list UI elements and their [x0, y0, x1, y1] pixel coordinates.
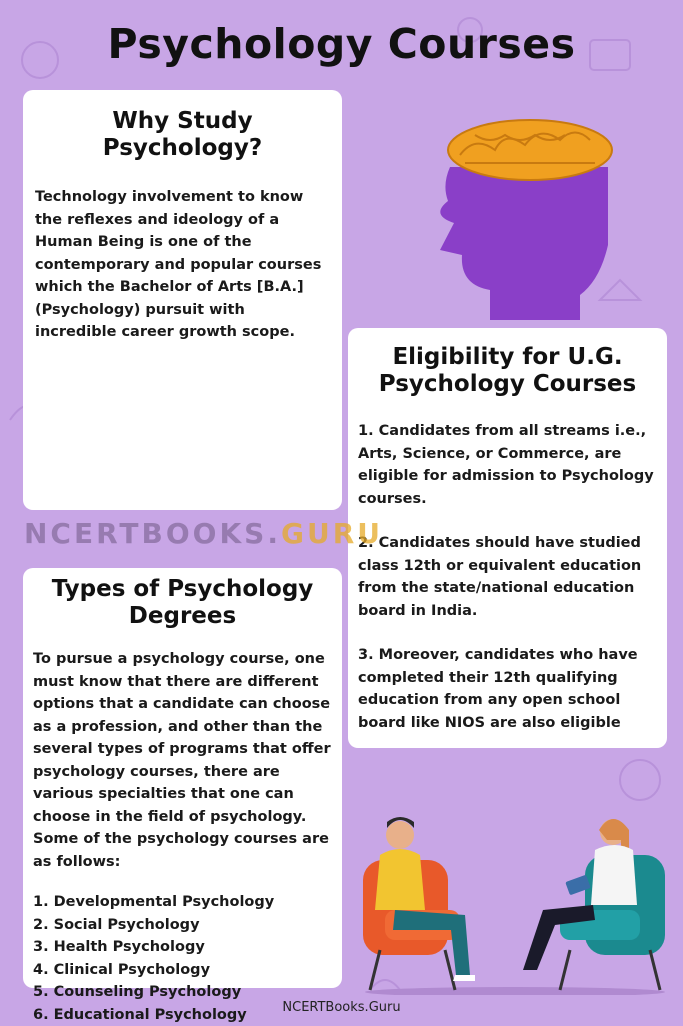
- page-title: Psychology Courses: [107, 20, 576, 68]
- eligibility-list: [358, 420, 657, 734]
- course-item: 1. Developmental Psychology: [33, 894, 275, 911]
- types-heading: Types of Psychology Degrees: [51, 576, 314, 630]
- course-item: 2. Social Psychology: [33, 916, 200, 933]
- brain-icon: [448, 120, 612, 180]
- eligibility-heading: Eligibility for U.G. Psychology Courses: [378, 344, 637, 398]
- eligibility-item: 2. Candidates should have studied class 12th or equivalent education from the state/national education board in India.: [358, 535, 642, 619]
- why-study-card: [23, 90, 342, 510]
- types-body: To pursue a psychology course, one must know that there are different options that a candidate can choose as a profession, and other than the several types of programs that offer psychology courses, there are various specialties that one can choose in the field of psychology. Some of the psychology courses are as follows:: [33, 651, 331, 870]
- head-silhouette: [440, 167, 608, 320]
- watermark-logo: [24, 517, 383, 550]
- counseling-session-illustration: [355, 800, 675, 995]
- watermark-main: NCERTBOOKS.: [24, 517, 281, 550]
- eligibility-card: [348, 328, 667, 748]
- head-brain-illustration: [420, 105, 620, 325]
- why-study-heading: Why Study Psychology?: [102, 108, 263, 162]
- course-item: 6. Educational Psychology: [33, 1006, 247, 1023]
- course-item: 3. Health Psychology: [33, 939, 205, 956]
- course-item: 5. Counseling Psychology: [33, 984, 242, 1001]
- why-study-body: Technology involvement to know the reflexes and ideology of a Human Being is one of the contemporary and popular courses which the Bachelor of Arts [B.A.] (Psychology) pursuit with incredible career growth scope.: [35, 189, 322, 341]
- footer-site-name[interactable]: NCERTBooks.Guru: [282, 1000, 401, 1015]
- course-item: 4. Clinical Psychology: [33, 961, 211, 978]
- eligibility-item: 3. Moreover, candidates who have completed their 12th qualifying education from any open school board like NIOS are also eligible: [358, 647, 638, 731]
- watermark-accent: GURU: [280, 517, 383, 550]
- eligibility-item: 1. Candidates from all streams i.e., Arts, Science, or Commerce, are eligible for admission to Psychology courses.: [358, 423, 654, 507]
